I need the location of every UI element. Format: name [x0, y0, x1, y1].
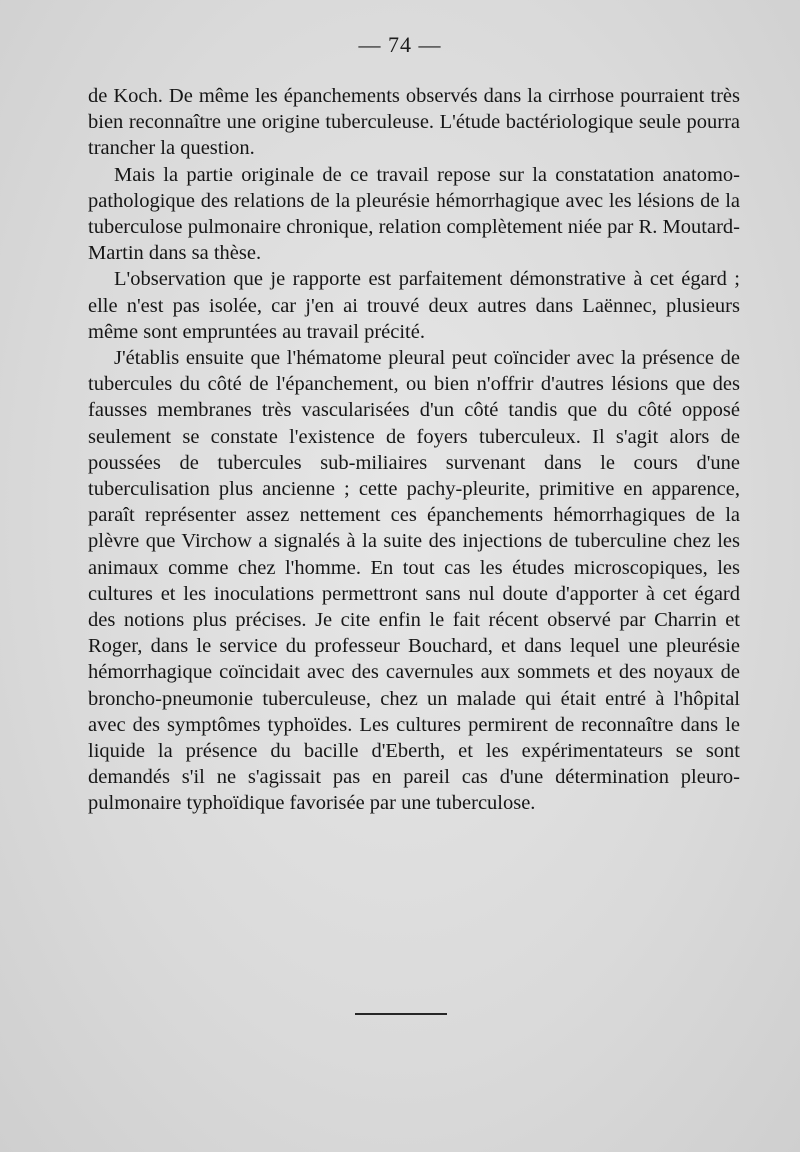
section-divider-rule	[355, 1013, 447, 1015]
paragraph-1: de Koch. De même les épanchements observés dans la cirrhose pourraient très bien reconnaître une origine tuberculeuse. L'étude bactériologique seule pourra trancher la question.	[88, 85, 740, 160]
paragraph-4: J'établis ensuite que l'hématome pleural peut coïncider avec la présence de tubercules du côté de l'épanchement, ou bien n'offrir d'autres lésions que des fausses membranes très vascularisées d'un côté tandis que du côté opposé seulement se constate l'existence de foyers tuberculeux. Il s'agit alors de poussées de tubercules sub-miliaires survenant dans le cours d'une tuberculisation plus ancienne ; cette pachy-pleurite, primitive en apparence, paraît représenter assez nettement ces épanchements hémorrhagiques de la plèvre que Virchow a signalés à la suite des injections de tuberculine chez les animaux comme chez l'homme. En tout cas les études microscopiques, les cultures et les inoculations permettront sans nul doute d'apporter à cet égard des notions plus précises. Je cite enfin le fait récent observé par Charrin et Roger, dans le service du professeur Bouchard, et dans lequel une pleurésie hémorrhagique coïncidait avec des cavernules aux sommets et des noyaux de broncho-pneumonie tuberculeuse, chez un malade qui était entré à l'hôpital avec des symptômes typhoïdes. Les cultures permirent de reconnaître dans le liquide la présence du bacille d'Eberth, et les expérimentateurs se sont demandés s'il ne s'agissait pas en pareil cas d'une détermination pleuro-pulmonaire typhoïdique favorisée par une tuberculose.	[88, 347, 740, 815]
paragraph-2: Mais la partie originale de ce travail repose sur la constatation anatomo-pathologique des relations de la pleurésie hémorrhagique avec les lésions de la tuberculose pulmonaire chronique, relation complètement niée par R. Moutard-Martin dans sa thèse.	[88, 163, 740, 265]
page-number: — 74 —	[358, 32, 442, 57]
body-text	[88, 83, 740, 817]
paragraph-3: L'observation que je rapporte est parfaitement démonstrative à cet égard ; elle n'est pas isolée, car j'en ai trouvé deux autres dans Laënnec, plusieurs même sont empruntées au travail précité.	[88, 268, 740, 343]
